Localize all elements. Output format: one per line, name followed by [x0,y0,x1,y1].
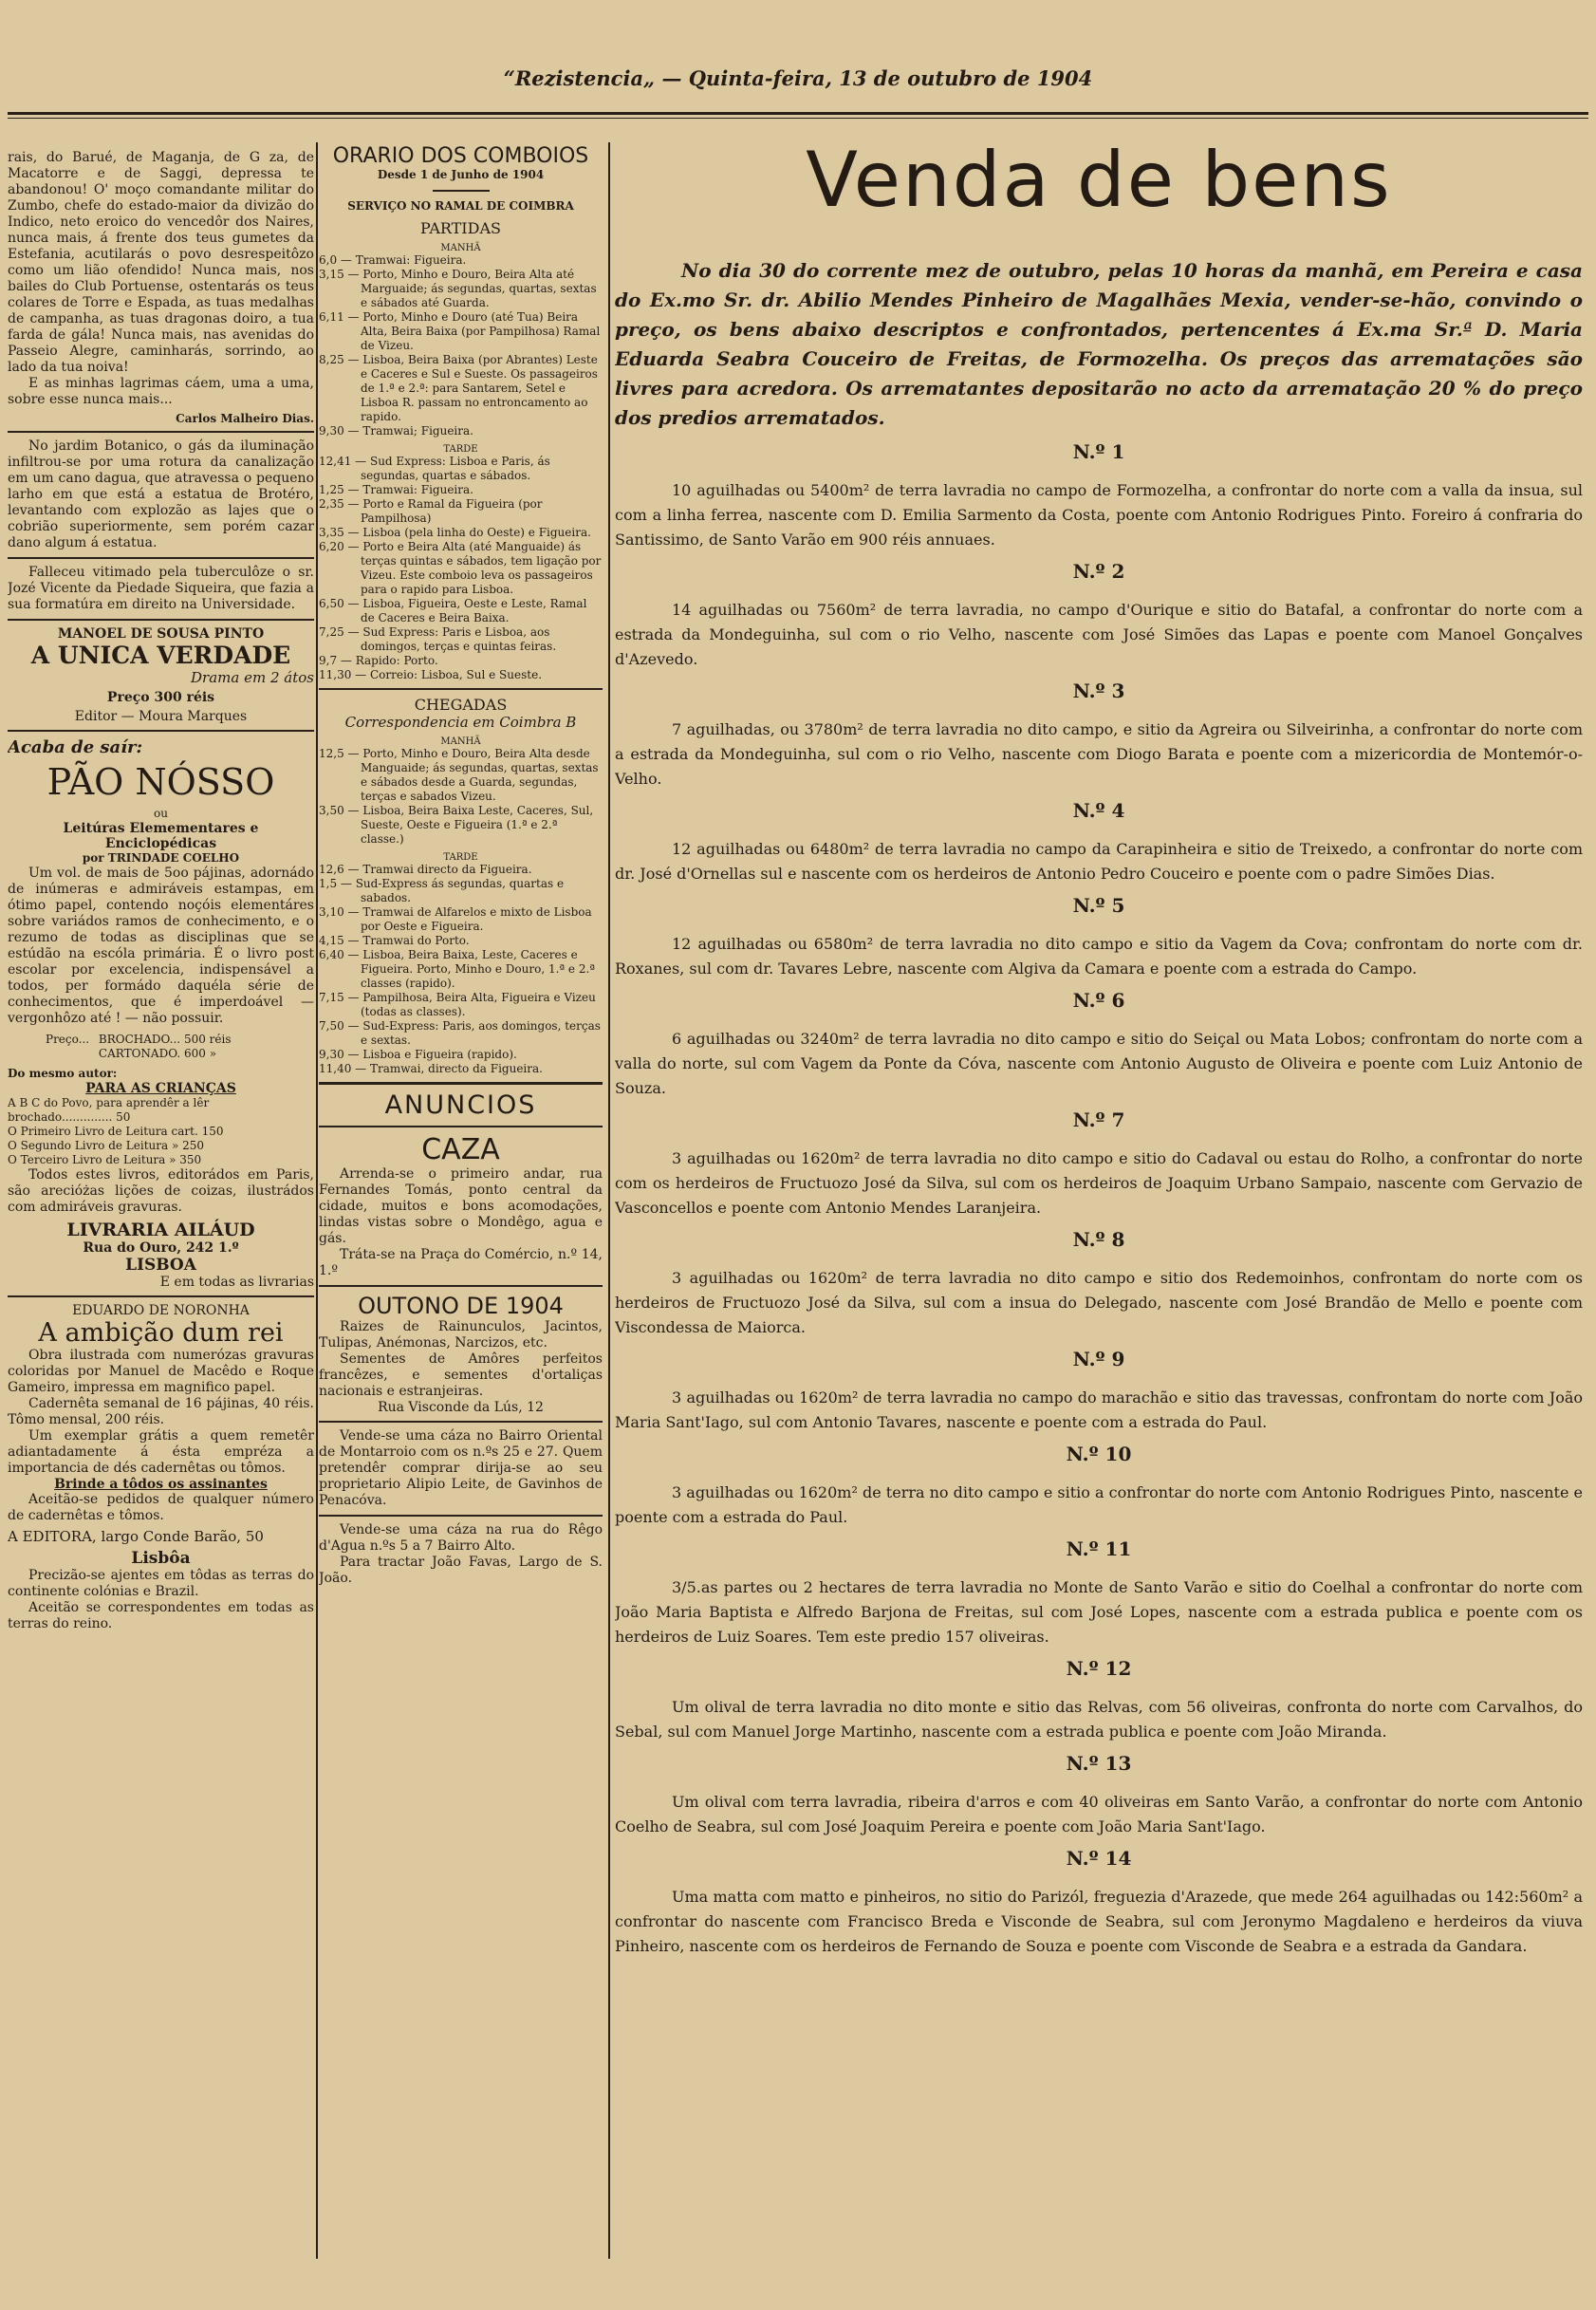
ad-subtitle: Leitúras Elemementares e Enciclopédicas [63,821,259,851]
lot-2 [615,560,1583,672]
price-list [99,1033,232,1061]
divider [8,557,314,559]
train-entry: 1,5 — Sud-Express ás segundas, quartas e sabados. [319,877,565,904]
train-entry: 11,30 — Correio: Lisboa, Sul e Sueste. [319,668,543,681]
ad-body: Um exemplar grátis a quem remetêr adiantadamente á ésta empréza a importancia de dés cadernêtas ou tômos. [8,1428,314,1476]
train-entry: 7,25 — Sud Express: Paris e Lisboa, aos domingos, terças e quintas feiras. [319,625,557,653]
train-entry: 7,15 — Pampilhosa, Beira Alta, Figueira e Vizeu (todas as classes). [319,991,596,1018]
divider [319,1082,603,1085]
train-entry: 12,5 — Porto, Minho e Douro, Beira Alta desde Manguaide; ás segundas, quartas, sextas e sábados desde a Guarda, segundas, terças e sabados Vizeu. [319,747,599,803]
train-entry: 12,6 — Tramwai directo da Figueira. [319,863,532,876]
lot-8 [615,1228,1583,1340]
ad-series: PARA AS CRIANÇAS [85,1081,236,1096]
ad-title: A ambição dum rei [38,1318,284,1348]
lot-description: 3 aguilhadas ou 1620m² de terra lavradia no dito campo e sitio do Cadaval ou estau do Rolho, a confrontar do norte com os herdeiros de Fructuozo José da Silva, sul com os herdeiros de Joaquim Urbano Sampaio, nascente com Gervazio de Vasconcellos e poente com Antonio Mendes Laranjeira. [615,1149,1583,1217]
ad-body: Para tractar João Favas, Largo de S. João. [319,1555,603,1586]
timetable-correspondence: Correspondencia em Coimbra B [344,714,577,731]
train-entry: 1,25 — Tramwai: Figueira. [319,483,473,496]
sale-intro: No dia 30 do corrente mez de outubro, pelas 10 horas da manhã, em Pereira e casa do Ex.mo Sr. dr. Abilio Mendes Pinheiro de Magalhães Mexia, vender-se-hão, convindo o preço, os bens abaixo descriptos e confrontados, pertencentes á Ex.ma Sr.ª D. Maria Eduarda Seabra Couceiro de Freitas, de Formozelha. Os preços das arrematações são livres para acredora. Os arrematantes depositarão no acto da arrematação 20 % do preço dos predios arrematados. [615,259,1583,429]
ad-body: Obra ilustrada com numerózas gravuras coloridas por Manuel de Macêdo e Roque Gameiro, impressa em magnifico papel. [8,1348,314,1395]
lot-5 [615,894,1583,981]
price-label: Preço... [46,1033,90,1046]
news-item: No jardim Botanico, o gás da iluminação infiltrou-se por uma rotura da canalização em um cano dagua, que atravessa o pequeno larho em que está a estatua de Brotéro, levantando com explozão as lajes que o cobrião superiormente, sem porém cazar dano algum á estatua. [8,438,314,550]
ad-all-shops: E em todas as livrarias [159,1275,314,1290]
divider [8,1295,314,1297]
column-middle [319,144,603,2261]
column-right [615,142,1583,2259]
ad-body: Um vol. de mais de 5oo pájinas, adornádo de inúmeras e admiráveis estampas, em ótimo papel, contendo noçóis elementáres sobre variádos ramos de conhecimento, e o rezumo de todas as disciplinas que se estúdão na escóla primária. É o livro post escolar por excelencia, indispensável a todos, per formádo daquéla série de conhecimentos, que é imperdoável — vergonhôzo até ! — não possuir. [8,866,314,1026]
train-entry: 6,20 — Porto e Beira Alta (até Manguaide) ás terças quintas e sábados, tem ligação por Vizeu. Este comboio leva os passageiros para o rapido para Lisboa. [319,540,602,596]
lot-description: 3/5.as partes ou 2 hectares de terra lavradia no Monte de Santo Varão e sitio do Coelhal a confrontar do norte com João Maria Baptista e Alfredo Barjona de Freitas, sul com José Lopes, nascente com a estrada publica e poente com os herdeiros de Luiz Soares. Tem este predio 157 oliveiras. [615,1578,1583,1646]
ad-title: CAZA [421,1133,500,1166]
train-entry: 6,11 — Porto, Minho e Douro (até Tua) Beira Alta, Beira Baixa (por Pampilhosa) Ramal de Vizeu. [319,310,601,352]
ad-byline: por TRINDADE COELHO [82,851,240,865]
divider [433,190,490,192]
departures-afternoon [319,455,603,682]
page-header: “Rezistencia„ — Quinta-feira, 13 de outubro de 1904 [503,66,1093,90]
lot-description: 10 aguilhadas ou 5400m² de terra lavradia no campo de Formozelha, a confrontar do norte com a valla da insua, sul com a linha ferrea, nascente com D. Emilia Sarmento da Costa, poente com Antonio Rodrigues Pinto. Foreiro á confraria do Santissimo, de Santo Varão em 900 réis annuaes. [615,481,1583,549]
news-item: Falleceu vitimado pela tuberculôze o sr. Jozé Vicente da Piedade Siqueira, que fazia a sua formatúra em direito na Universidade. [8,565,314,612]
article-continuation: rais, do Barué, de Maganja, de G za, de Macatorre e de Saggi, depressa te abandonou! O' moço comandante militar do Zumbo, chefe do estado-maior da divizão do Indico, neto eroico do vencedôr dos Naires, nunca mais, á frente dos teus gumetes da Estefania, acutilarás o povo desrespeitôzo como um lião ofendido! Nunca mais, nos bailes do Club Portuense, ostentarás os teus colares de Torre e Espada, as tuas medalhas de campanha, as tuas dragonas doiro, a tua farda de gála! Nunca mais, nas avenidas do Passeio Alegre, caminharás, sorrindo, ao lado da tua noiva! [8,150,314,375]
train-entry: 9,7 — Rapido: Porto. [319,654,438,667]
timetable-service: SERVIÇO NO RAMAL DE COIMBRA [347,199,574,213]
train-entry: 3,10 — Tramwai de Alfarelos e mixto de Lisboa por Oeste e Figueira. [319,905,592,933]
lot-3 [615,680,1583,792]
article-paragraph: E as minhas lagrimas cáem, uma a uma, sobre esse nunca mais... [8,376,314,407]
ad-prices [46,1033,314,1061]
lot-number: N.º 13 [1066,1752,1132,1775]
lot-6 [615,989,1583,1101]
ad-brinde: Brinde a tôdos os assinantes [54,1477,268,1492]
timetable-since: Desde 1 de Junho de 1904 [377,168,545,181]
lot-number: N.º 4 [1072,799,1125,822]
train-entry: 6,40 — Lisboa, Beira Baixa, Leste, Caceres e Figueira. Porto, Minho e Douro, 1.ª e 2.ª classes (rapido). [319,948,595,990]
lot-description: 12 aguilhadas ou 6480m² de terra lavradia no campo da Carapinheira e sitio de Treixedo, a confrontar do norte com dr. José d'Ornellas sul e nascente com os herdeiros de Antonio Pedro Couceiro e poente com o padre Simões Dias. [615,840,1583,883]
lot-number: N.º 11 [1066,1537,1132,1560]
column-divider [316,142,318,2259]
ad-title: A UNICA VERDADE [30,642,291,669]
train-entry: 12,41 — Sud Express: Lisboa e Paris, ás segundas, quartas e sábados. [319,455,550,482]
divider [319,1285,603,1287]
ad-publisher: A EDITORA, largo Conde Barão, 50 [8,1528,264,1545]
lot-description: 6 aguilhadas ou 3240m² de terra lavradia no dito campo e sitio do Seiçal ou Mata Lobos; confrontam do norte com a valla do norte, sul com Vagem da Ponte da Cóva, nascente com Antonio Augusto de Oliveira e poente com Luiz Antonio de Souza. [615,1030,1583,1097]
lot-number: N.º 7 [1072,1108,1125,1131]
train-entry: 9,30 — Tramwai; Figueira. [319,424,473,438]
ad-address: Rua Visconde da Lús, 12 [378,1400,544,1415]
train-entry: 6,0 — Tramwai: Figueira. [319,253,467,267]
lot-number: N.º 14 [1066,1847,1132,1870]
column-left [8,150,314,2266]
ad-address: Rua do Ouro, 242 1.º [83,1240,239,1256]
lot-description: 3 aguilhadas ou 1620m² de terra lavradia no dito campo e sitio dos Redemoinhos, confrontam do norte com os herdeiros de Fructuozo José da Silva, sul com a insua do Delegado, nascente com José Brandão de Mello e poente com Viscondessa de Maiorca. [615,1269,1583,1336]
timetable-departures: PARTIDAS [420,219,501,237]
lot-description: 3 aguilhadas ou 1620m² de terra lavradia no campo do marachão e sitio das travessas, confrontam do norte com João Maria Sant'Iago, sul com Antonio Tavares, nascente e poente com a estrada do Paul. [615,1388,1583,1431]
lot-number: N.º 9 [1072,1348,1125,1370]
lot-10 [615,1443,1583,1530]
ad-subtitle: Drama em 2 átos [191,669,314,686]
divider [8,619,314,621]
ad-price: Preço 300 réis [106,690,215,705]
lot-4 [615,799,1583,886]
timetable-title: ORARIO DOS COMBOIOS [332,144,589,168]
ad-title: OUTONO DE 1904 [358,1293,564,1319]
lot-description: Uma matta com matto e pinheiros, no sitio do Parizól, freguezia d'Arazede, que mede 264 aguilhadas ou 142:560m² a confrontar do nascente com Francisco Breda e Visconde de Seabra, sul com Jeronymo Magdaleno e herdeiros da viuva Pinheiro, nascente com os herdeiros de Fernando de Souza e poente com Visconde de Seabra e a estrada da Gandara. [615,1888,1583,1955]
sale-title: Venda de bens [806,142,1392,224]
train-entry: 6,50 — Lisboa, Figueira, Oeste e Leste, Ramal de Caceres e Beira Baixa. [319,597,587,624]
ad-body: Arrenda-se o primeiro andar, rua Fernandes Tomás, ponto central da cidade, muitos e bons acomodações, lindas vistas sobre o Mondêgo, agua e gás. [319,1166,603,1246]
column-divider [608,142,610,2259]
article-signature: Carlos Malheiro Dias. [176,412,314,425]
ad-kicker: Acaba de saír: [8,737,143,757]
lot-description: Um olival de terra lavradia no dito monte e sitio das Relvas, com 56 oliveiras, confronta do norte com Carvalhos, do Sebal, sul com Manuel Jorge Martinho, nascente com a estrada publica e poente com João Miranda. [615,1698,1583,1741]
divider [8,431,314,433]
book-item: O Terceiro Livro de Leitura » 350 [8,1153,202,1166]
train-entry: 3,15 — Porto, Minho e Douro, Beira Alta até Marguaide; ás segundas, quartas, sextas e sábados até Guarda. [319,268,597,309]
ad-body: Raizes de Rainunculos, Jacintos, Tulipas, Anémonas, Narcizos, etc. [319,1319,603,1351]
ad-body: Tráta-se na Praça do Comércio, n.º 14, 1.º [319,1247,603,1278]
arrivals-morning [319,747,603,847]
train-entry: 8,25 — Lisboa, Beira Baixa (por Abrantes) Leste e Caceres e Sul e Sueste. Os passageiros de 1.ª e 2.ª: para Santarem, Setel e Lisboa R. passam no entroncamento ao rapido. [319,353,598,423]
divider [319,1421,603,1423]
ad-body: Precizão-se ajentes em tôdas as terras do continente colónias e Brazil. [8,1568,314,1599]
book-item: O Primeiro Livro de Leitura cart. 150 [8,1125,224,1138]
ads-heading: ANUNCIOS [384,1090,537,1120]
lot-1 [615,440,1583,552]
lot-number: N.º 2 [1072,560,1125,583]
timetable-arrivals: CHEGADAS [414,696,508,714]
lot-14 [615,1847,1583,1959]
divider [319,1126,603,1127]
ad-body: Vende-se uma cáza na rua do Rêgo d'Agua n.ºs 5 a 7 Bairro Alto. [319,1522,603,1554]
lot-list [615,440,1583,1959]
lot-11 [615,1537,1583,1649]
lot-description: 3 aguilhadas ou 1620m² de terra no dito campo e sitio a confrontar do norte com Antonio Rodrigues Pinto, nascente e poente com a estrada do Paul. [615,1483,1583,1526]
lot-number: N.º 6 [1072,989,1125,1012]
lot-description: Um olival com terra lavradia, ribeira d'arros e com 40 oliveiras em Santo Varão, a confrontar do norte com Antonio Coelho de Seabra, sul com José Joaquim Pereira e poente com João Maria Sant'Iago. [615,1793,1583,1835]
ad-editor: Editor — Moura Marques [74,709,248,724]
ad-body: Sementes de Amôres perfeitos francêzes, e sementes d'ortaliças nacionais e estranjeiras. [319,1351,603,1399]
train-entry: 11,40 — Tramwai, directo da Figueira. [319,1062,543,1075]
lot-number: N.º 10 [1066,1443,1132,1465]
lot-12 [615,1657,1583,1744]
lot-13 [615,1752,1583,1839]
departures-morning [319,253,603,438]
timetable-afternoon: TARDE [443,852,478,863]
lot-number: N.º 5 [1072,894,1125,917]
ad-body: Aceitão se correspondentes em todas as terras do reino. [8,1600,314,1631]
lot-description: 7 aguilhadas, ou 3780m² de terra lavradia no dito campo, e sitio da Agreira ou Silveirinha, a confrontar do norte com a estrada da Mondeguinha, sul com o rio Velho, nascente com Diogo Barata e poente com a mizericordia de Montemór-o-Velho. [615,720,1583,788]
header-rule [8,112,1588,115]
lot-number: N.º 12 [1066,1657,1132,1680]
train-entry: 7,50 — Sud-Express: Paris, aos domingos, terças e sextas. [319,1019,601,1047]
train-entry: 3,50 — Lisboa, Beira Baixa Leste, Caceres, Sul, Sueste, Oeste e Figueira (1.ª e 2.ª classe.) [319,804,594,846]
ad-city: LISBOA [125,1256,196,1275]
divider [319,688,603,690]
lot-9 [615,1348,1583,1435]
timetable-morning: MANHÃ [440,243,481,253]
ad-body: Vende-se uma cáza no Bairro Oriental de Montarroio com os n.ºs 25 e 27. Quem pretendêr comprar dirija-se ao seu proprietario Alipio Leite, de Gavinhos de Penacóva. [319,1428,603,1508]
price-row: BROCHADO... 500 réis [98,1033,232,1046]
ad-city: Lisbôa [131,1549,191,1568]
divider [319,1515,603,1517]
price-row: CARTONADO. 600 » [98,1047,217,1060]
train-entry: 2,35 — Porto e Ramal da Figueira (por Pampilhosa) [319,497,543,525]
divider [8,730,314,732]
lot-number: N.º 3 [1072,680,1125,702]
timetable-afternoon: TARDE [443,444,478,455]
lot-number: N.º 1 [1072,440,1125,463]
train-entry: 4,15 — Tramwai do Porto. [319,934,470,947]
ad-author: MANOEL DE SOUSA PINTO [57,626,265,642]
ad-author: EDUARDO DE NORONHA [72,1303,250,1318]
lot-number: N.º 8 [1072,1228,1125,1251]
header-rule-thin [8,118,1588,119]
lot-7 [615,1108,1583,1220]
ad-note: Todos estes livros, editorádos em Paris, são arecióżas lições de coizas, ilustrádos com admiráveis gravuras. [8,1167,314,1215]
ad-body: Aceitão-se pedidos de qualquer número de cadernêtas e tômos. [8,1492,314,1523]
book-item: A B C do Povo, para aprendêr a lêr brochado.............. 50 [8,1096,210,1124]
train-entry: 9,30 — Lisboa e Figueira (rapido). [319,1048,517,1061]
ad-body: Cadernêta semanal de 16 pájinas, 40 réis. Tômo mensal, 200 réis. [8,1396,314,1427]
ad-shop: LIVRARIA AILÁUD [66,1220,255,1240]
train-entry: 3,35 — Lisboa (pela linha do Oeste) e Figueira. [319,526,591,539]
ad-title: PÃO NÓSSO [46,761,275,803]
lot-description: 12 aguilhadas ou 6580m² de terra lavradia no dito campo e sitio da Vagem da Cova; confrontam do norte com dr. Roxanes, sul com dr. Tavares Lebre, nascente com Algiva da Camara e poente com a estrada do Campo. [615,935,1583,978]
lot-description: 14 aguilhadas ou 7560m² de terra lavradia, no campo d'Ourique e sitio do Batafal, a confrontar do norte com a estrada da Mondeguinha, sul com o rio Velho, nascente com José Simões das Lapas e poente com Manoel Gonçalves d'Azevedo. [615,601,1583,668]
timetable-morning: MANHÃ [440,736,481,747]
ad-same-author: Do mesmo autor: [8,1067,118,1080]
arrivals-afternoon [319,863,603,1076]
book-item: O Segundo Livro de Leitura » 250 [8,1139,205,1152]
book-list [8,1096,314,1167]
ad-or: ou [154,807,168,820]
